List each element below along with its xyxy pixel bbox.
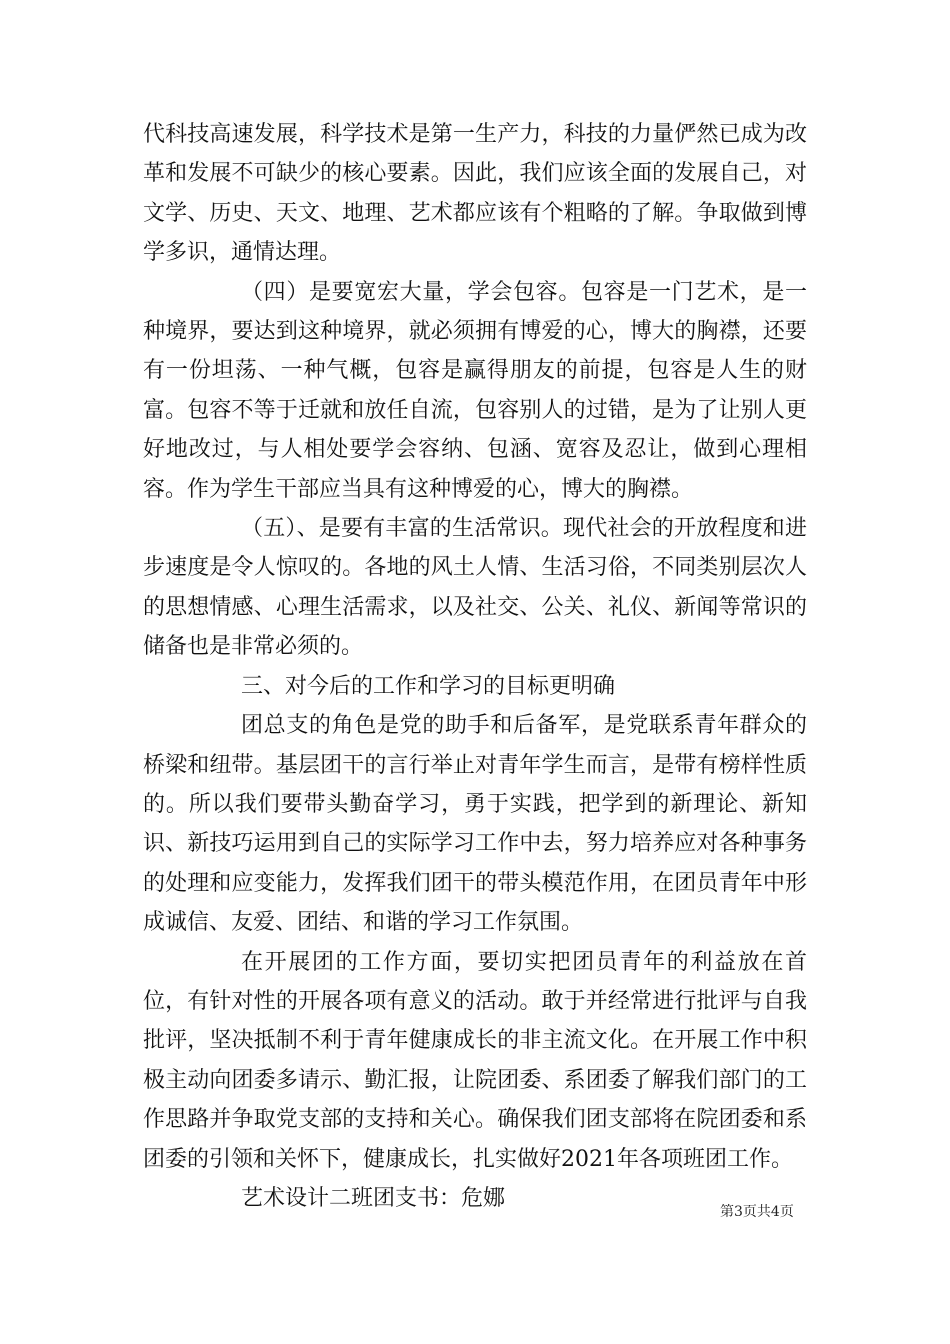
paragraph-tolerance: （四）是要宽宏大量，学会包容。包容是一门艺术，是一种境界，要达到这种境界，就必须拥有博爱的心，博大的胸襟，还要有一份坦荡、一种气概，包容是赢得朋友的前提，包容是人生的财富。包容不等于迁就和放任自流，包容别人的过错，是为了让别人更好地改过，与人相处要学会容纳、包涵、宽容及忍让，做到心理相容。作为学生干部应当具有这种博爱的心，博大的胸襟。 xyxy=(143,279,807,502)
page-number: 第3页共4页 xyxy=(720,1204,794,1220)
document-body xyxy=(143,115,807,1218)
section-heading: 三、对今后的工作和学习的目标更明确 xyxy=(241,673,616,699)
paragraph-league-work: 在开展团的工作方面，要切实把团员青年的利益放在首位，有针对性的开展各项有意义的活动。敢于并经常进行批评与自我批评，坚决抵制不利于青年健康成长的非主流文化。在开展工作中积极主动向团委多请示、勤汇报，让院团委、系团委了解我们部门的工作思路并争取党支部的支持和关心。确保我们团支部将在院团委和系团委的引领和关怀下，健康成长，扎实做好2021年各项班团工作。 xyxy=(143,949,807,1172)
paragraph-life-knowledge: （五）、是要有丰富的生活常识。现代社会的开放程度和进步速度是令人惊叹的。各地的风土人情、生活习俗，不同类别层次人的思想情感、心理生活需求，以及社交、公关、礼仪、新闻等常识的储备也是非常必须的。 xyxy=(143,516,807,660)
paragraph-league-role: 团总支的角色是党的助手和后备军，是党联系青年群众的桥梁和纽带。基层团干的言行举止对青年学生而言，是带有榜样性质的。所以我们要带头勤奋学习，勇于实践，把学到的新理论、新知识、新技巧运用到自己的实际学习工作中去，努力培养应对各种事务的处理和应变能力，发挥我们团干的带头模范作用，在团员青年中形成诚信、友爱、团结、和谐的学习工作氛围。 xyxy=(143,713,807,936)
paragraph-continued: 代科技高速发展，科学技术是第一生产力，科技的力量俨然已成为改革和发展不可缺少的核心要素。因此，我们应该全面的发展自己，对文学、历史、天文、地理、艺术都应该有个粗略的了解。争取做到博学多识，通情达理。 xyxy=(143,122,807,266)
signature-line: 艺术设计二班团支书：危娜 xyxy=(241,1185,506,1211)
